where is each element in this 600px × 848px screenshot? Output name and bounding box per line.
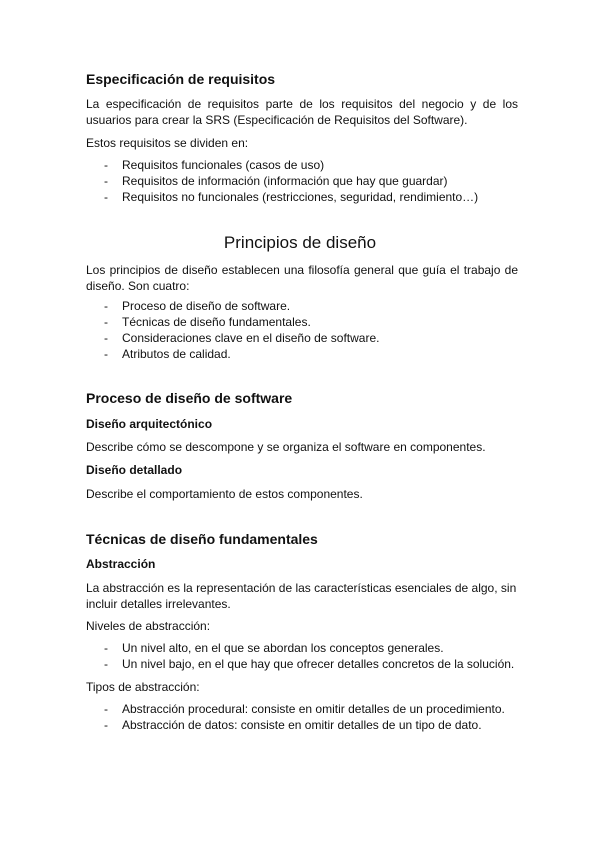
list-item: - Requisitos funcionales (casos de uso): [104, 158, 325, 172]
bullet-dash: -: [104, 158, 108, 172]
paragraph-abstraccion: La abstracción es la representación de las características esenciales de algo, sin incluir detalles irrelevantes.: [86, 581, 517, 611]
paragraph-principios: Los principios de diseño establecen una filosofía general que guía el trabajo de diseño. Son cuatro:: [86, 263, 518, 293]
list-item: - Abstracción procedural: consiste en omitir detalles de un procedimiento.: [104, 702, 505, 716]
heading-tecnicas-diseno: Técnicas de diseño fundamentales: [86, 531, 318, 547]
list-item: - Atributos de calidad.: [104, 347, 231, 361]
heading-principios-diseno: Principios de diseño: [223, 233, 377, 252]
list-item: - Consideraciones clave en el diseño de software.: [104, 331, 380, 345]
list-item: - Un nivel alto, en el que se abordan los conceptos generales.: [104, 641, 444, 655]
list-requisitos: [86, 157, 526, 205]
list-principios: [86, 298, 526, 362]
list-niveles: [86, 640, 526, 672]
list-item: - Abstracción de datos: consiste en omitir detalles de un tipo de dato.: [104, 718, 482, 732]
list-item: - Técnicas de diseño fundamentales.: [104, 315, 311, 329]
list-item: - Un nivel bajo, en el que hay que ofrecer detalles concretos de la solución.: [104, 657, 515, 671]
heading-proceso-diseno: Proceso de diseño de software: [86, 390, 293, 406]
list-item: - Requisitos no funcionales (restricciones, seguridad, rendimiento…): [104, 190, 479, 204]
subheading-abstraccion: Abstracción: [86, 557, 156, 571]
bullet-dash: -: [104, 718, 108, 732]
bullet-dash: -: [104, 641, 108, 655]
paragraph-detallado: Describe el comportamiento de estos componentes.: [86, 487, 363, 501]
bullet-dash: -: [104, 657, 108, 671]
bullet-dash: -: [104, 190, 108, 204]
subheading-diseno-detallado: Diseño detallado: [86, 463, 183, 477]
bullet-dash: -: [104, 299, 108, 313]
bullet-dash: -: [104, 702, 108, 716]
list-item: - Requisitos de información (información que hay que guardar): [104, 174, 448, 188]
paragraph-srs: La especificación de requisitos parte de los requisitos del negocio y de los usuarios para crear la SRS (Especificación de Requisitos del Software).: [86, 97, 518, 127]
list-item: - Proceso de diseño de software.: [104, 299, 291, 313]
subheading-diseno-arquitectonico: Diseño arquitectónico: [86, 417, 213, 431]
paragraph-arquitectonico: Describe cómo se descompone y se organiza el software en componentes.: [86, 440, 486, 454]
bullet-dash: -: [104, 315, 108, 329]
paragraph-division: Estos requisitos se dividen en:: [86, 136, 249, 150]
bullet-dash: -: [104, 331, 108, 345]
bullet-dash: -: [104, 174, 108, 188]
paragraph-niveles: Niveles de abstracción:: [86, 619, 211, 633]
paragraph-tipos: Tipos de abstracción:: [86, 680, 200, 694]
list-tipos: [86, 701, 526, 733]
bullet-dash: -: [104, 347, 108, 361]
heading-especificacion-requisitos: Especificación de requisitos: [86, 71, 276, 87]
